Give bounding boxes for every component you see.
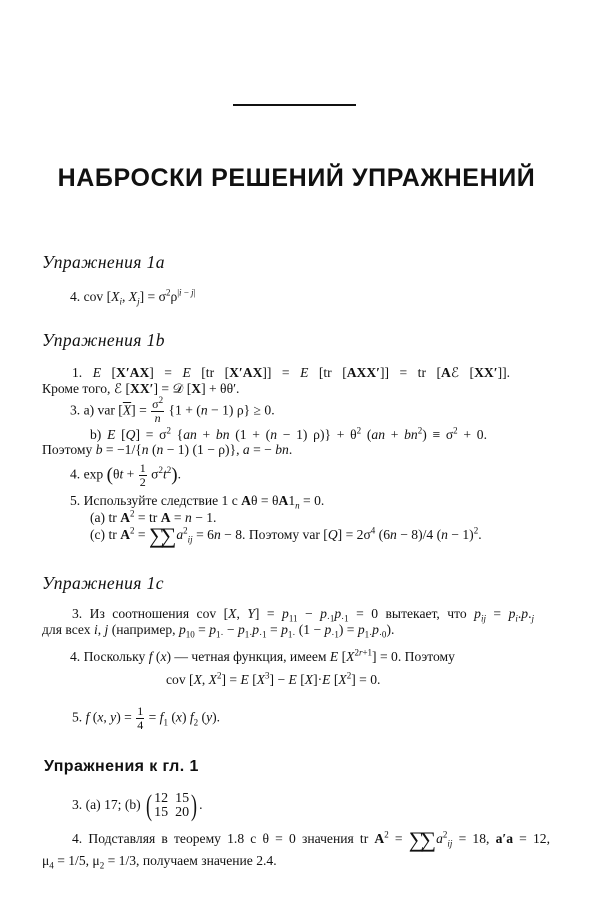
ex-1c-3-cont: для всех i, j (например, $p_{10} = p_{1\cdot} - p_{1\cdot}p_{\cdot 1} = p_{1\cdot}$ $(1 - p_{\cdot 1}) = p_{1\cdot}p_{\cdot 0}$). (42, 622, 395, 640)
ex-1b-3b-cont: Поэтому b = −1/{n (n − 1) (1 − ρ)}, a = − bn. (42, 442, 293, 457)
ex-1c-4-cont: cov [X, $X^2] = E$ $[X^3] - E$ [X]·E $[X^2] = 0$. (166, 670, 381, 687)
ex-1b-1-cont: Кроме того, ℰ [XX′] = 𝒟 [X] + θθ′. (42, 381, 240, 396)
ex-1c-3: 3. Из соотношения cov [X, $Y] = p_{11} - p_{\cdot 1}p_{\cdot 1} = 0$ вытекает, что $p_{ij} = p_i.p._j$ (72, 606, 534, 624)
section-heading-1a: Упражнения 1a (42, 252, 165, 272)
page-title: НАБРОСКИ РЕШЕНИЙ УПРАЖНЕНИЙ (57, 164, 536, 192)
ex-1b-3a: 3. a) var $[\overline{X}]$ = $\frac{\sigma^2}{n}$ {1 + (n − 1) ρ} ≥ 0. (70, 395, 275, 425)
section-heading-1b: Упражнения 1b (42, 330, 165, 350)
ex-1b-5a: (a) tr $A^2$ = tr A = n − 1. (90, 508, 217, 525)
ex-1a-4: 4. cov [$X_i$, $X_j] = \sigma^2\rho^{|i - j|}$ (70, 287, 196, 307)
ex-1b-3b: b) E $[Q] = \sigma^2$ {an + bn (1 + (n − 1) $\rho)\} + \theta^2$ $(an + bn^2) \equiv \sigma^2 + 0$. (90, 425, 487, 442)
section-heading-1c: Упражнения 1c (42, 573, 164, 593)
ex-1c-5: 5. f (x, y) = $\frac{1}{4}$ = $f_1$ (x) $f_2$ (y). (72, 704, 221, 732)
section-heading-ch1: Упражнения к гл. 1 (44, 758, 199, 775)
ex-ch1-3: 3. (a) 17; (b) ( 12 15 15 20) . (72, 789, 203, 822)
ex-ch1-4-cont: $\mu_4 = 1/5$, $\mu_2 = 1/3$, получаем значение 2.4. (42, 853, 277, 871)
ex-1c-4: 4. Поскольку f (x) — четная функция, имеем E $[X^{2r+1}] = 0$. Поэтому (70, 647, 455, 664)
ex-ch1-4: 4. Подставляя в теорему 1.8 с θ = 0 значения tr $A^2$ = ∑∑ $a^2_{ij} = 18$, a′a = 12, (72, 827, 550, 852)
ex-1b-5c: (c) tr $A^2$ = ∑∑ $a^2_{ij} = 6n - 8$. Поэтому var $[Q] = 2\sigma^4$ (6n − 8)/4 $(n - 1)^2$. (90, 523, 482, 548)
top-rule (233, 104, 356, 106)
ex-1b-1: 1. E [X′AX] = E [tr [X′AX]] = E [tr [AXX′]] = tr [Aℰ [XX′]]. (72, 365, 511, 380)
ex-1b-5: 5. Используйте следствие 1 с $A\theta = \theta A1_n = 0$. (70, 493, 325, 511)
ex-1b-4: 4. exp (θt + $\frac{1}{2}$ $\sigma^2t^2$). (70, 461, 181, 489)
